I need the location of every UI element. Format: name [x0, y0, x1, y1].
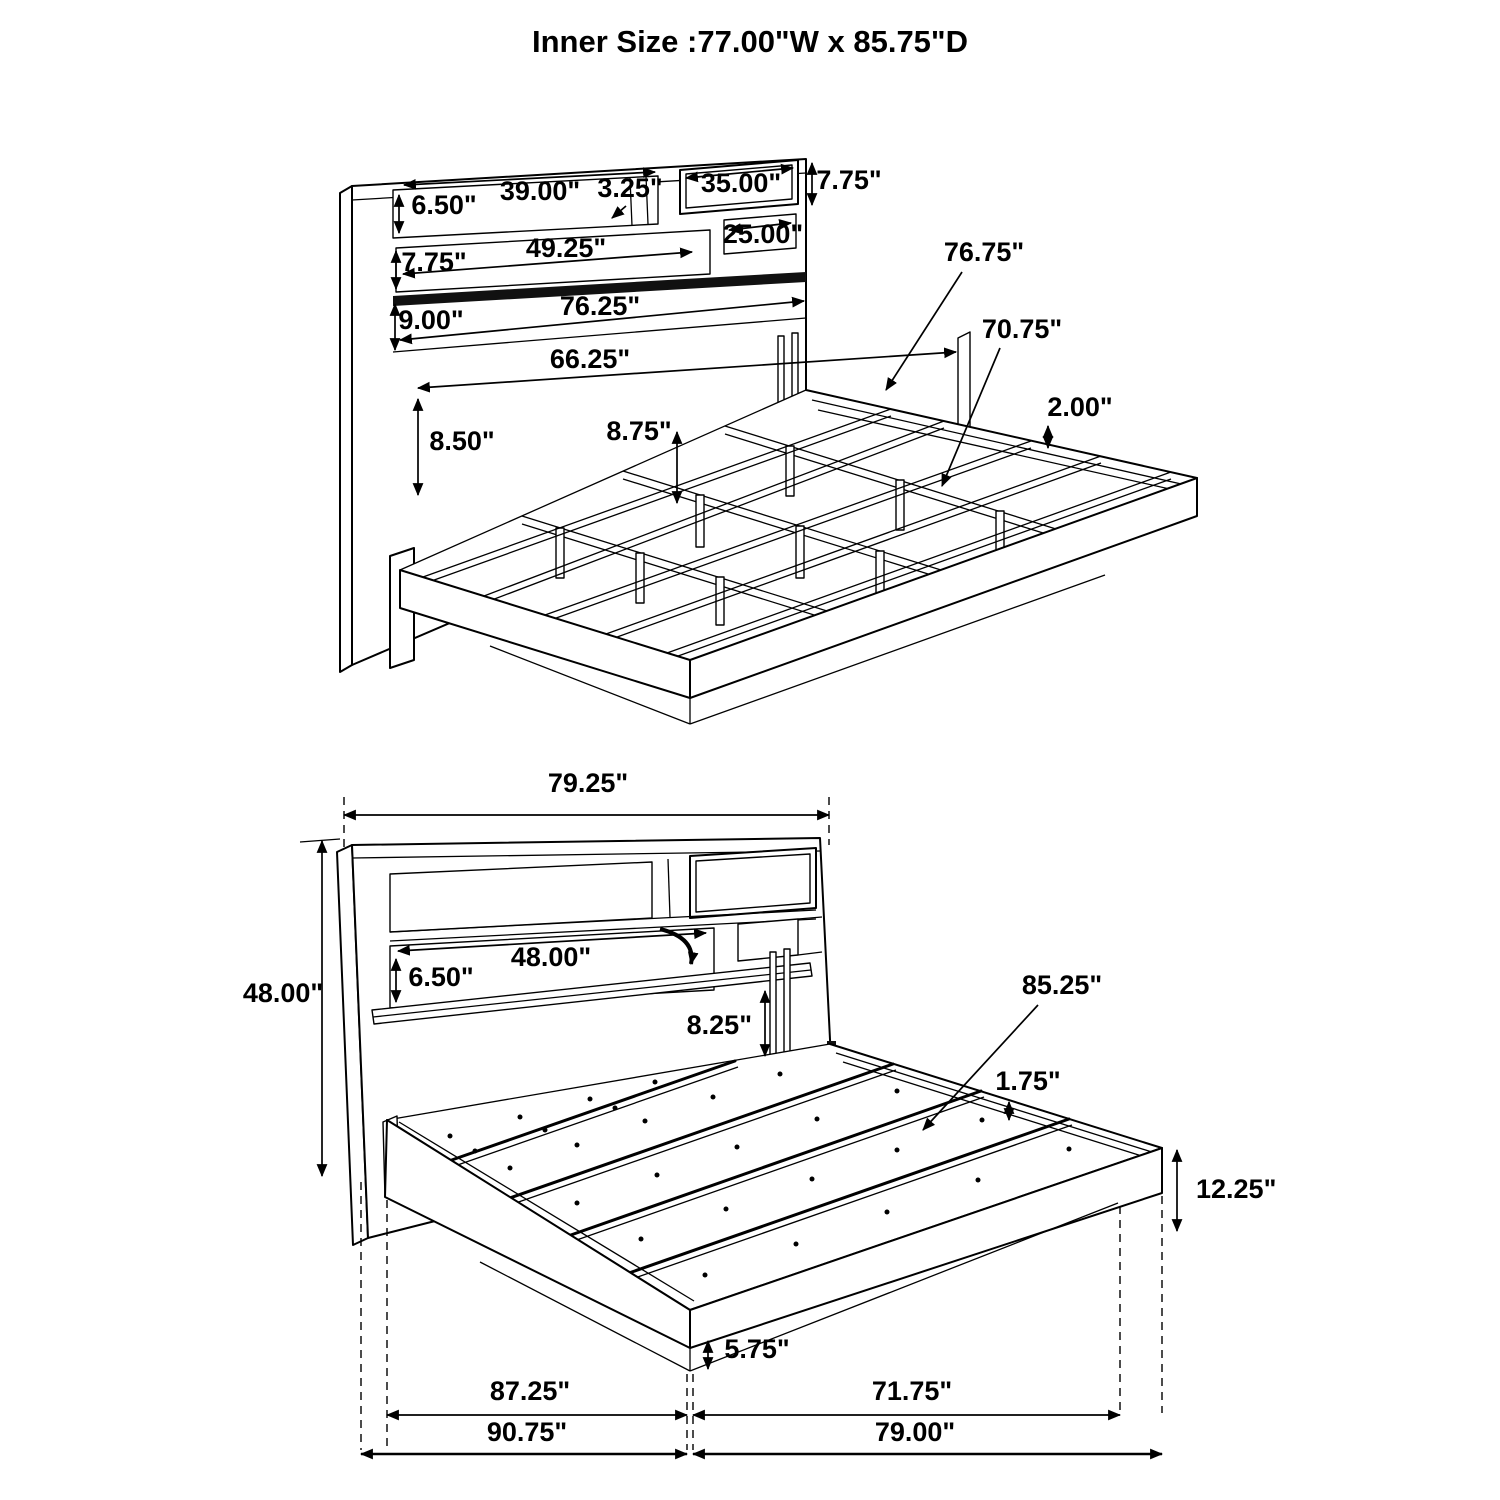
dim-shelf-opening-height: 6.50"	[408, 962, 474, 992]
dim-shelf-height-2: 7.75"	[401, 247, 467, 277]
dim-overall-depth: 90.75"	[486, 1417, 568, 1447]
dim-headboard-width: 79.25"	[547, 768, 629, 798]
bottom-view-drawing	[243, 768, 1277, 1454]
dim-platform-length: 85.25"	[1021, 970, 1103, 1000]
page-title: Inner Size :77.00"W x 85.75"D	[531, 24, 969, 59]
dim-shelf-opening-width: 48.00"	[510, 942, 592, 972]
dim-platform-inner-width: 71.75"	[871, 1376, 953, 1406]
dim-shelf-height-1: 6.50"	[411, 190, 477, 220]
dim-panel-height: 9.00"	[398, 305, 464, 335]
dim-platform-depth: 87.25"	[489, 1376, 571, 1406]
dim-overall-width: 79.00"	[874, 1417, 956, 1447]
dim-rail-length-inner: 70.75"	[981, 314, 1063, 344]
far-corner-post	[958, 332, 970, 436]
dim-platform-side-height: 12.25"	[1196, 1174, 1277, 1204]
dim-divider-width: 3.25"	[597, 173, 663, 203]
dim-slat-support-height: 8.75"	[606, 416, 672, 446]
dim-headboard-height: 48.00"	[242, 978, 324, 1008]
dim-rail-length-outer: 76.75"	[943, 237, 1025, 267]
dim-cabinet-width: 35.00"	[700, 168, 782, 198]
dim-headboard-base-height: 8.50"	[429, 426, 495, 456]
dim-headboard-inner-width: 76.25"	[559, 291, 641, 321]
headboard-left-panel	[340, 186, 352, 672]
dim-deck-clearance: 8.25"	[686, 1010, 752, 1040]
dim-cabinet-height: 7.75"	[816, 165, 882, 195]
dim-base-height: 5.75"	[724, 1334, 790, 1364]
dim-cubby-width: 25.00"	[722, 219, 804, 249]
dim-shelf-width-1: 39.00"	[499, 176, 581, 206]
dim-frame-inner-width: 66.25"	[549, 344, 631, 374]
dim-shelf-width-2: 49.25"	[525, 233, 607, 263]
top-view-drawing	[340, 159, 1197, 724]
dim-slat-thickness: 1.75"	[995, 1066, 1061, 1096]
dim-rail-thickness: 2.00"	[1047, 392, 1113, 422]
